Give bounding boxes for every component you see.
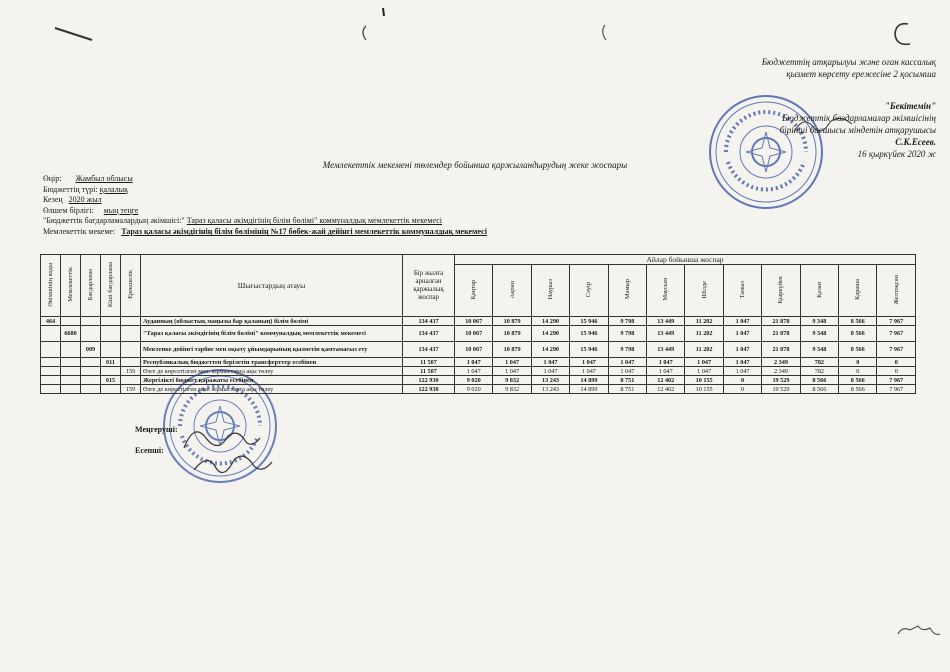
budget-type-value: қалалық — [99, 184, 129, 194]
signature-accountant — [188, 444, 278, 484]
head-signature-label: Меңгеруші: — [135, 425, 178, 434]
code-cell — [41, 376, 61, 385]
code-cell — [41, 367, 61, 376]
code-cell — [101, 367, 121, 376]
month-value-cell: 2 349 — [762, 358, 800, 367]
th-month: Қазан — [800, 265, 838, 317]
th-expense-name: Шығыстардың атауы — [141, 255, 403, 317]
month-value-cell: 14 899 — [570, 385, 608, 394]
th-state-inst: Мемлекеттік — [61, 255, 81, 317]
month-value-cell: 1 047 — [723, 317, 761, 326]
month-value-cell: 13 449 — [647, 326, 685, 342]
institution-label: Мемлекеттік мекеме: — [43, 226, 116, 236]
document-meta — [43, 174, 487, 238]
region-label: Өңір: — [43, 174, 62, 183]
code-cell — [121, 342, 141, 358]
month-value-cell: 1 047 — [723, 342, 761, 358]
month-value-cell: 1 047 — [685, 358, 723, 367]
month-value-cell: 8 566 — [839, 342, 877, 358]
expense-name-cell: Ауданның (облыстық маңызы бар қаланың) білім бөлімі — [141, 317, 403, 326]
month-value-cell: 782 — [800, 358, 838, 367]
approval-line-1: Бюджеттің атқарылуы және оған кассалық — [761, 57, 936, 67]
annual-total-cell: 134 437 — [403, 326, 455, 342]
financing-table — [40, 254, 916, 394]
code-cell — [101, 317, 121, 326]
expense-name-cell: Жергілікті бюджет қаражаты есебінен — [141, 376, 403, 385]
month-value-cell: 9 832 — [493, 385, 531, 394]
month-value-cell: 0 — [723, 376, 761, 385]
approval-signer: С.К.Есеев. — [895, 137, 936, 147]
th-month: Мамыр — [608, 265, 646, 317]
month-value-cell: 1 047 — [455, 358, 493, 367]
unit-row — [43, 206, 487, 217]
code-cell — [121, 317, 141, 326]
th-month: Наурыз — [531, 265, 569, 317]
admin-value: Тараз қаласы әкімдігінің білім бөлімі" коммуналдық мемлекеттік мекемесі — [186, 216, 443, 226]
code-cell — [41, 385, 61, 394]
th-month: Қараша — [839, 265, 877, 317]
admin-row — [43, 216, 487, 227]
code-cell — [81, 358, 101, 367]
month-value-cell: 1 047 — [455, 367, 493, 376]
month-value-cell: 14 290 — [531, 342, 569, 358]
month-value-cell: 10 155 — [685, 385, 723, 394]
annual-total-cell: 11 507 — [403, 367, 455, 376]
code-cell — [81, 367, 101, 376]
table-row — [41, 342, 916, 358]
month-value-cell: 14 290 — [531, 326, 569, 342]
code-cell: 159 — [121, 367, 141, 376]
month-value-cell: 9 348 — [800, 342, 838, 358]
month-value-cell: 8 751 — [608, 376, 646, 385]
month-value-cell: 21 878 — [762, 326, 800, 342]
code-cell: 015 — [101, 376, 121, 385]
approval-date: 16 қыркүйек 2020 ж — [857, 149, 936, 159]
month-value-cell: 13 243 — [531, 385, 569, 394]
month-value-cell: 9 348 — [800, 326, 838, 342]
month-value-cell: 9 020 — [455, 376, 493, 385]
budget-type-row — [43, 185, 487, 196]
month-value-cell: 1 047 — [570, 367, 608, 376]
month-value-cell: 9 798 — [608, 326, 646, 342]
code-cell — [81, 326, 101, 342]
code-cell — [41, 342, 61, 358]
month-value-cell: 14 899 — [570, 376, 608, 385]
code-cell — [81, 385, 101, 394]
approval-line-2: қызмет көрсету ережесіне 2 қосымша — [786, 69, 936, 79]
month-value-cell: 1 047 — [493, 358, 531, 367]
period-row — [43, 195, 487, 206]
month-value-cell: 8 566 — [839, 326, 877, 342]
th-month: Шілде — [685, 265, 723, 317]
month-value-cell: 7 967 — [877, 326, 916, 342]
period-value: 2020 жыл — [68, 195, 102, 205]
month-value-cell: 0 — [723, 385, 761, 394]
month-value-cell: 19 529 — [762, 385, 800, 394]
month-value-cell: 21 878 — [762, 342, 800, 358]
code-cell — [41, 358, 61, 367]
code-cell — [61, 317, 81, 326]
month-value-cell: 1 047 — [493, 367, 531, 376]
header-row-1 — [41, 255, 916, 265]
institution-row — [43, 227, 487, 238]
th-month: Қаңтар — [455, 265, 493, 317]
month-value-cell: 13 449 — [647, 342, 685, 358]
expense-name-cell: "Тараз қаласы әкімдігінің білім бөлімі" коммуналдық мемлекеттік мекемесі — [141, 326, 403, 342]
region-row — [43, 174, 487, 185]
code-cell — [121, 358, 141, 367]
month-value-cell: 8 566 — [839, 317, 877, 326]
month-value-cell: 1 047 — [531, 358, 569, 367]
month-value-cell: 14 290 — [531, 317, 569, 326]
month-value-cell: 9 348 — [800, 317, 838, 326]
code-cell — [61, 342, 81, 358]
approval-line-4: бірінші басшысы міндетін атқарушысы — [779, 125, 936, 135]
annual-total-cell: 122 930 — [403, 376, 455, 385]
month-value-cell: 10 879 — [493, 342, 531, 358]
table-row — [41, 326, 916, 342]
month-value-cell: 8 566 — [800, 376, 838, 385]
th-month: Қыркүйек — [762, 265, 800, 317]
code-cell — [121, 326, 141, 342]
table-row — [41, 376, 916, 385]
code-cell — [61, 376, 81, 385]
code-cell: 011 — [101, 358, 121, 367]
approval-line-3: Бюджеттік бағдарламалар әкімшісінің — [782, 113, 936, 123]
month-value-cell: 8 566 — [800, 385, 838, 394]
budget-type-label: Бюджеттің түрі: — [43, 184, 98, 194]
th-month: Сәуір — [570, 265, 608, 317]
th-program: Бағдарлама — [81, 255, 101, 317]
th-admin-code: Әкімшінің коды — [41, 255, 61, 317]
month-value-cell: 15 946 — [570, 317, 608, 326]
month-value-cell: 12 402 — [647, 376, 685, 385]
expense-name-cell: Өзге де көрсетілген мен. жұмыстарға ақы төлеу — [141, 367, 403, 376]
period-label: Кезең — [43, 195, 63, 205]
th-month: Ақпан — [493, 265, 531, 317]
month-value-cell: 0 — [877, 358, 916, 367]
month-value-cell: 0 — [877, 367, 916, 376]
month-value-cell: 9 798 — [608, 342, 646, 358]
month-value-cell: 1 047 — [531, 367, 569, 376]
month-value-cell: 1 047 — [647, 358, 685, 367]
month-value-cell: 9 798 — [608, 317, 646, 326]
month-value-cell: 1 047 — [685, 367, 723, 376]
approval-heading: "Бекітемін" — [884, 101, 936, 111]
code-cell: 159 — [121, 385, 141, 394]
month-value-cell: 7 967 — [877, 317, 916, 326]
month-value-cell: 11 202 — [685, 317, 723, 326]
accountant-signature-label: Есепші: — [135, 446, 164, 455]
table-row — [41, 367, 916, 376]
month-value-cell: 1 047 — [723, 326, 761, 342]
month-value-cell: 8 751 — [608, 385, 646, 394]
code-cell — [61, 367, 81, 376]
month-value-cell: 13 449 — [647, 317, 685, 326]
code-cell — [61, 385, 81, 394]
code-cell — [81, 317, 101, 326]
month-value-cell: 1 047 — [723, 367, 761, 376]
month-value-cell: 0 — [839, 367, 877, 376]
month-value-cell: 1 047 — [723, 358, 761, 367]
table-row — [41, 385, 916, 394]
approval-block — [706, 56, 936, 160]
th-specifics: Ерекшелік — [121, 255, 141, 317]
month-value-cell: 12 402 — [647, 385, 685, 394]
th-subprogram: Кіші бағдарлама — [101, 255, 121, 317]
month-value-cell: 11 202 — [685, 326, 723, 342]
month-value-cell: 21 878 — [762, 317, 800, 326]
expense-name-cell: Мектепке дейінгі тәрбие мен оқыту ұйымдарының қызметін қамтамасыз ету — [141, 342, 403, 358]
th-annual-plan: Бір жылға арналған қаржылық жоспар — [403, 255, 455, 317]
region-value: Жамбыл облысы — [75, 174, 133, 183]
month-value-cell: 1 047 — [608, 358, 646, 367]
annual-total-cell: 134 437 — [403, 317, 455, 326]
month-value-cell: 15 946 — [570, 326, 608, 342]
month-value-cell: 10 067 — [455, 342, 493, 358]
month-value-cell: 8 566 — [839, 376, 877, 385]
document-title: Мемлекеттік мекемені төлемдер бойынша қаржыландырудың жеке жоспары — [322, 160, 628, 170]
code-cell — [121, 376, 141, 385]
code-cell: 6680 — [61, 326, 81, 342]
month-value-cell: 19 529 — [762, 376, 800, 385]
code-cell — [41, 326, 61, 342]
month-value-cell: 10 879 — [493, 326, 531, 342]
code-cell — [101, 342, 121, 358]
table-row — [41, 358, 916, 367]
admin-label: "Бюджеттік бағдарламалардың әкімшісі:" — [43, 216, 185, 226]
month-value-cell: 1 047 — [570, 358, 608, 367]
month-value-cell: 0 — [839, 358, 877, 367]
annual-total-cell: 11 507 — [403, 358, 455, 367]
expense-name-cell: Өзге де көрсетілген мен. жұмыстарға ақы төлеу — [141, 385, 403, 394]
month-value-cell: 7 967 — [877, 385, 916, 394]
month-value-cell: 2 349 — [762, 367, 800, 376]
table-row — [41, 317, 916, 326]
code-cell — [101, 326, 121, 342]
expense-name-cell: Республикалық бюджеттен берілетін трансферттер есебінен — [141, 358, 403, 367]
th-month: Маусым — [647, 265, 685, 317]
th-months-title: Айлар бойынша жоспар — [455, 255, 916, 265]
unit-value: мың теңге — [103, 205, 139, 215]
month-value-cell: 1 047 — [608, 367, 646, 376]
month-value-cell: 7 967 — [877, 376, 916, 385]
institution-value: Тараз қаласы әкімдігінің білім бөлімінің №17 бөбек-жай дейінгі мемлекеттік коммуналдық мекемесі — [121, 226, 487, 236]
code-cell — [81, 376, 101, 385]
month-value-cell: 782 — [800, 367, 838, 376]
code-cell: 464 — [41, 317, 61, 326]
month-value-cell: 10 067 — [455, 326, 493, 342]
th-month: Желтоқсан — [877, 265, 916, 317]
month-value-cell: 8 566 — [839, 385, 877, 394]
unit-label: Өлшем бірлігі: — [43, 205, 94, 215]
month-value-cell: 7 967 — [877, 342, 916, 358]
code-cell: 009 — [81, 342, 101, 358]
month-value-cell: 10 879 — [493, 317, 531, 326]
code-cell — [101, 385, 121, 394]
month-value-cell: 1 047 — [647, 367, 685, 376]
month-value-cell: 10 155 — [685, 376, 723, 385]
month-value-cell: 9 832 — [493, 376, 531, 385]
month-value-cell: 11 202 — [685, 342, 723, 358]
annual-total-cell: 134 437 — [403, 342, 455, 358]
month-value-cell: 13 243 — [531, 376, 569, 385]
code-cell — [61, 358, 81, 367]
month-value-cell: 15 946 — [570, 342, 608, 358]
month-value-cell: 9 020 — [455, 385, 493, 394]
th-month: Тамыз — [723, 265, 761, 317]
month-value-cell: 10 067 — [455, 317, 493, 326]
annual-total-cell: 122 930 — [403, 385, 455, 394]
